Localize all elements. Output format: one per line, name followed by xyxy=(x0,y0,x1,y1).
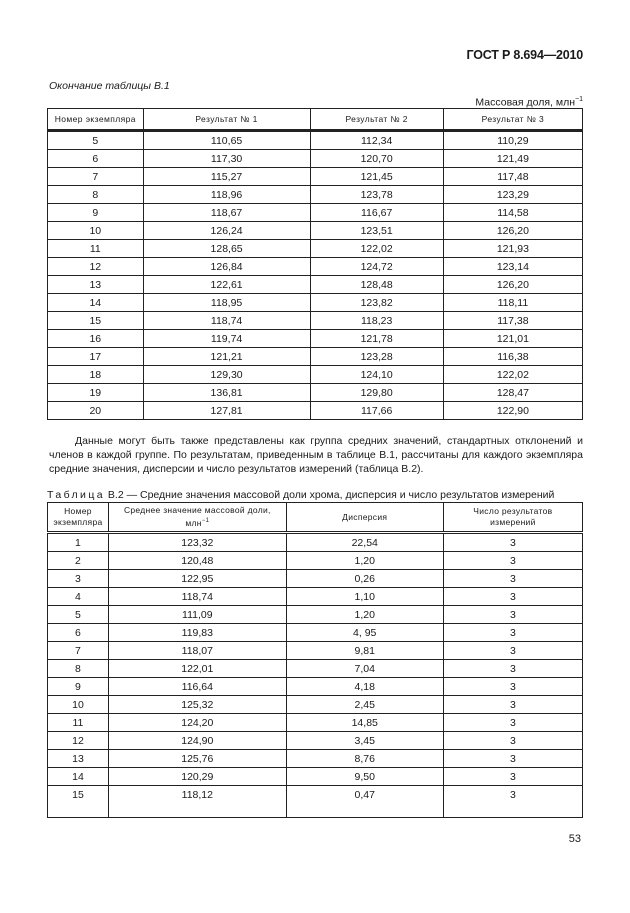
table-cell: 123,28 xyxy=(310,348,443,366)
table-row xyxy=(48,768,583,786)
table-row xyxy=(48,348,583,366)
table-cell: 19 xyxy=(48,384,144,402)
table-header-row xyxy=(48,109,583,131)
document-code: ГОСТ Р 8.694—2010 xyxy=(466,48,583,62)
unit-text: Массовая доля, млн xyxy=(475,96,576,109)
table-row xyxy=(48,131,583,150)
table-cell: 116,64 xyxy=(108,678,286,696)
table-cell: 10 xyxy=(48,222,144,240)
table-cell: 4 xyxy=(48,588,109,606)
table-cell: 7,04 xyxy=(286,660,443,678)
table-cell: 122,01 xyxy=(108,660,286,678)
table-cell: 118,11 xyxy=(443,294,582,312)
table-cell: 17 xyxy=(48,348,144,366)
table-cell: 118,74 xyxy=(108,588,286,606)
table-cell: 13 xyxy=(48,750,109,768)
table-cell: 10 xyxy=(48,696,109,714)
table-cell: 2 xyxy=(48,552,109,570)
table-cell: 3 xyxy=(443,552,582,570)
table-cell: 114,58 xyxy=(443,204,582,222)
table-cell: 0,26 xyxy=(286,570,443,588)
column-header: Номер экземпляра xyxy=(48,109,144,131)
table-cell: 120,29 xyxy=(108,768,286,786)
table-row xyxy=(48,552,583,570)
table-cell: 9 xyxy=(48,678,109,696)
table-row xyxy=(48,186,583,204)
column-header xyxy=(443,503,582,533)
table-cell: 8,76 xyxy=(286,750,443,768)
header-line: экземпляра xyxy=(53,517,103,527)
table-cell: 3 xyxy=(443,588,582,606)
table-cell: 3,45 xyxy=(286,732,443,750)
table-cell: 3 xyxy=(443,642,582,660)
table-caption xyxy=(47,489,554,501)
table-row xyxy=(48,696,583,714)
table-cell: 1,20 xyxy=(286,552,443,570)
table-cell: 124,72 xyxy=(310,258,443,276)
table-continuation-caption: Окончание таблицы В.1 xyxy=(49,80,170,92)
table-cell: 120,70 xyxy=(310,150,443,168)
table-cell: 3 xyxy=(443,606,582,624)
table-cell: 1,10 xyxy=(286,588,443,606)
column-header xyxy=(48,503,109,533)
table-cell: 112,34 xyxy=(310,131,443,150)
table-cell: 13 xyxy=(48,276,144,294)
header-line: Среднее значение массовой доли, xyxy=(123,505,271,516)
caption-prefix: Таблица xyxy=(47,489,105,501)
header-line: млн xyxy=(185,517,202,528)
body-paragraph xyxy=(49,434,583,476)
table-cell: 3 xyxy=(443,750,582,768)
table-cell: 117,38 xyxy=(443,312,582,330)
table-cell: 3 xyxy=(443,714,582,732)
table-row xyxy=(48,660,583,678)
table-cell: 126,84 xyxy=(143,258,310,276)
table-cell: 14 xyxy=(48,294,144,312)
table-cell: 123,51 xyxy=(310,222,443,240)
table-cell: 122,02 xyxy=(443,366,582,384)
table-cell: 128,48 xyxy=(310,276,443,294)
paragraph-text: Данные могут быть также представлены как группа средних значений, стандартных отклонений и членов в каждой группе. По результатам, приведенным в таблице В.1, рассчитаны для каждого экземпляра средние значения, дисперсии и число результатов измерений (таблица В.2). xyxy=(49,435,583,475)
table-cell: 9 xyxy=(48,204,144,222)
table-cell: 124,20 xyxy=(108,714,286,732)
table-cell: 122,02 xyxy=(310,240,443,258)
table-row xyxy=(48,642,583,660)
column-header xyxy=(108,503,286,533)
table-cell: 120,48 xyxy=(108,552,286,570)
table-header-row xyxy=(48,503,583,533)
table-row xyxy=(48,222,583,240)
table-cell: 14,85 xyxy=(286,714,443,732)
table-cell: 1 xyxy=(48,533,109,552)
table-cell: 3 xyxy=(443,660,582,678)
table-cell: 129,30 xyxy=(143,366,310,384)
page-number: 53 xyxy=(568,833,581,845)
table-cell: 136,81 xyxy=(143,384,310,402)
table-cell: 3 xyxy=(443,768,582,786)
table-cell: 110,29 xyxy=(443,131,582,150)
table-cell: 11 xyxy=(48,240,144,258)
table-cell: 126,24 xyxy=(143,222,310,240)
table-row xyxy=(48,168,583,186)
table-row xyxy=(48,402,583,420)
header-line: измерений xyxy=(490,517,536,527)
table-cell: 117,66 xyxy=(310,402,443,420)
table-row xyxy=(48,714,583,732)
table-cell: 118,74 xyxy=(143,312,310,330)
table-cell: 4, 95 xyxy=(286,624,443,642)
table-cell: 3 xyxy=(443,696,582,714)
table-cell: 3 xyxy=(443,533,582,552)
table-cell: 111,09 xyxy=(108,606,286,624)
column-header: Результат № 1 xyxy=(143,109,310,131)
table-row xyxy=(48,678,583,696)
table-cell: 9,81 xyxy=(286,642,443,660)
column-header: Результат № 2 xyxy=(310,109,443,131)
table-cell: 8 xyxy=(48,186,144,204)
header-line: Номер xyxy=(64,506,92,516)
table-cell: 116,38 xyxy=(443,348,582,366)
table-cell: 16 xyxy=(48,330,144,348)
table-cell: 14 xyxy=(48,768,109,786)
table-row xyxy=(48,750,583,768)
table-row xyxy=(48,570,583,588)
table-cell: 124,90 xyxy=(108,732,286,750)
table-cell: 12 xyxy=(48,258,144,276)
table-row xyxy=(48,786,583,818)
table-cell: 3 xyxy=(443,678,582,696)
table-cell: 118,12 xyxy=(108,786,286,818)
unit-exponent: −1 xyxy=(575,96,583,103)
table-cell: 123,14 xyxy=(443,258,582,276)
table-cell: 18 xyxy=(48,366,144,384)
table-cell: 15 xyxy=(48,786,109,818)
table-cell: 124,10 xyxy=(310,366,443,384)
table-cell: 123,32 xyxy=(108,533,286,552)
table-cell: 118,95 xyxy=(143,294,310,312)
table-row xyxy=(48,258,583,276)
column-header: Результат № 3 xyxy=(443,109,582,131)
table-cell: 122,95 xyxy=(108,570,286,588)
caption-text: В.2 — Средние значения массовой доли хрома, дисперсия и число результатов измерений xyxy=(107,489,555,501)
table-cell: 7 xyxy=(48,168,144,186)
table-cell: 3 xyxy=(443,786,582,818)
table-cell: 125,76 xyxy=(108,750,286,768)
table-cell: 117,48 xyxy=(443,168,582,186)
table-cell: 126,20 xyxy=(443,222,582,240)
table-cell: 125,32 xyxy=(108,696,286,714)
table-cell: 6 xyxy=(48,150,144,168)
table-cell: 5 xyxy=(48,131,144,150)
table-cell: 3 xyxy=(48,570,109,588)
table-cell: 11 xyxy=(48,714,109,732)
table-row xyxy=(48,606,583,624)
table-cell: 3 xyxy=(443,624,582,642)
table-cell: 3 xyxy=(443,732,582,750)
table-cell: 128,47 xyxy=(443,384,582,402)
unit-label xyxy=(475,96,583,109)
table-cell: 110,65 xyxy=(143,131,310,150)
table-cell: 126,20 xyxy=(443,276,582,294)
table-cell: 119,83 xyxy=(108,624,286,642)
table-cell: 7 xyxy=(48,642,109,660)
table-row xyxy=(48,330,583,348)
table-cell: 123,29 xyxy=(443,186,582,204)
table-cell: 121,01 xyxy=(443,330,582,348)
table-row xyxy=(48,588,583,606)
table-cell: 117,30 xyxy=(143,150,310,168)
table-cell: 4,18 xyxy=(286,678,443,696)
table-cell: 6 xyxy=(48,624,109,642)
table-cell: 115,27 xyxy=(143,168,310,186)
table-cell: 121,93 xyxy=(443,240,582,258)
table-row xyxy=(48,366,583,384)
table-cell: 118,23 xyxy=(310,312,443,330)
table-cell: 118,96 xyxy=(143,186,310,204)
table-cell: 3 xyxy=(443,570,582,588)
table-row xyxy=(48,732,583,750)
table-cell: 22,54 xyxy=(286,533,443,552)
table-cell: 129,80 xyxy=(310,384,443,402)
table-row xyxy=(48,150,583,168)
table-cell: 0,47 xyxy=(286,786,443,818)
table-cell: 118,67 xyxy=(143,204,310,222)
table-cell: 128,65 xyxy=(143,240,310,258)
table-cell: 123,82 xyxy=(310,294,443,312)
summary-table xyxy=(47,502,583,818)
table-cell: 121,49 xyxy=(443,150,582,168)
table-cell: 127,81 xyxy=(143,402,310,420)
table-cell: 119,74 xyxy=(143,330,310,348)
table-cell: 9,50 xyxy=(286,768,443,786)
table-cell: 20 xyxy=(48,402,144,420)
header-line: Число результатов xyxy=(473,506,553,516)
table-cell: 122,61 xyxy=(143,276,310,294)
results-table xyxy=(47,108,583,420)
table-cell: 118,07 xyxy=(108,642,286,660)
table-cell: 15 xyxy=(48,312,144,330)
table-row xyxy=(48,204,583,222)
table-row xyxy=(48,240,583,258)
table-cell: 8 xyxy=(48,660,109,678)
table-row xyxy=(48,294,583,312)
table-row xyxy=(48,624,583,642)
table-cell: 121,21 xyxy=(143,348,310,366)
table-cell: 121,45 xyxy=(310,168,443,186)
table-cell: 116,67 xyxy=(310,204,443,222)
table-cell: 1,20 xyxy=(286,606,443,624)
table-row xyxy=(48,384,583,402)
header-exponent: −1 xyxy=(201,518,210,525)
table-cell: 122,90 xyxy=(443,402,582,420)
table-cell: 2,45 xyxy=(286,696,443,714)
table-row xyxy=(48,312,583,330)
table-cell: 12 xyxy=(48,732,109,750)
table-cell: 5 xyxy=(48,606,109,624)
column-header: Дисперсия xyxy=(286,503,443,533)
table-row xyxy=(48,533,583,552)
table-cell: 123,78 xyxy=(310,186,443,204)
table-row xyxy=(48,276,583,294)
table-cell: 121,78 xyxy=(310,330,443,348)
